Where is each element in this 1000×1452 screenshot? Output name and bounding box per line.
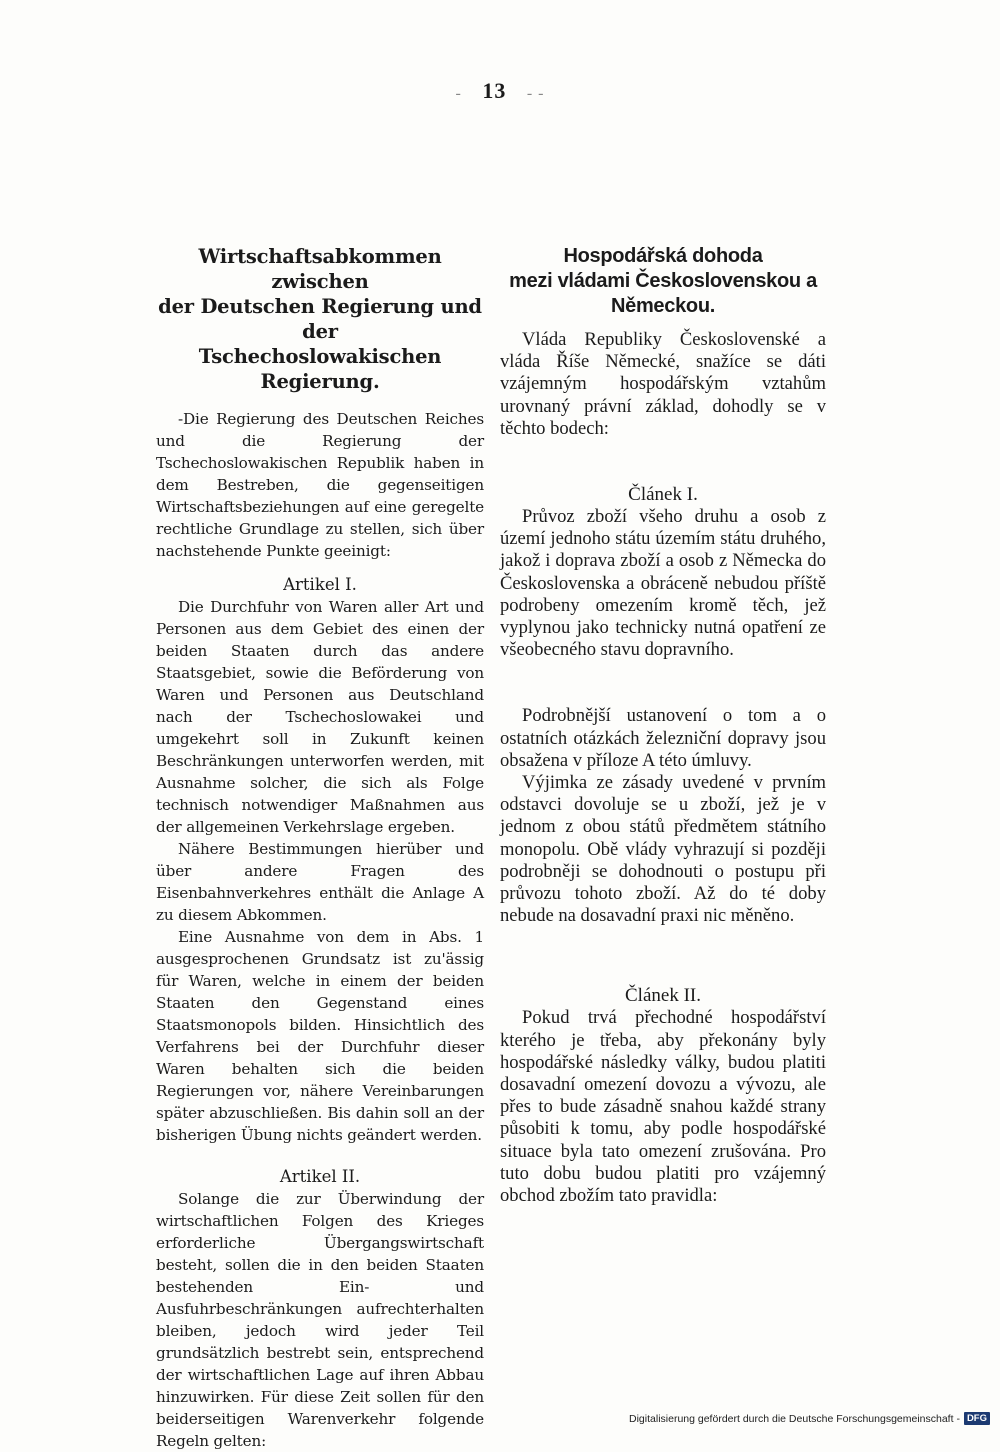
czech-article-2-heading: Článek II. xyxy=(625,985,701,1007)
czech-title xyxy=(500,244,826,319)
german-title-line: der Deutschen Regierung und der xyxy=(158,295,482,343)
german-article-1-paragraph-2: Nähere Bestimmungen hierüber und über andere Fragen des Eisenbahnverkehres enthält die Anlage A zu diesem Abkommen. xyxy=(156,840,484,924)
footer-text: Digitalisierung gefördert durch die Deutsche Forschungsgemeinschaft - xyxy=(629,1412,960,1425)
german-article-2-heading: Artikel II. xyxy=(279,1167,361,1186)
german-title-line: Wirtschaftsabkommen zwischen xyxy=(198,245,442,293)
german-title xyxy=(156,244,484,394)
page-number-value: 13 xyxy=(482,78,507,103)
german-article-2-paragraph-1: Solange die zur Überwindung der wirtschaftlichen Folgen des Krieges erforderliche Übergangswirtschaft besteht, sollen die in den beiden Staaten bestehenden Ein- und Ausfuhrbeschränkungen aufrechterhalten bleiben, jedoch wird jeder Teil grundsätzlich bestrebt sein, entsprechend der wirtschaftlichen Lage auf ihren Abbau hinzuwirken. Für diese Zeit sollen für den beiderseitigen Warenverkehr folgende Regeln gelten: xyxy=(156,1190,484,1450)
page-number-right-mark: - - xyxy=(526,85,545,102)
german-title-line: Tschechoslowakischen Regierung. xyxy=(198,345,442,393)
dfg-logo: DFG xyxy=(964,1412,990,1425)
czech-intro: Vláda Republiky Československé a vláda Říše Německé, snažíce se dáti vzájemným hospodářským vztahům urovnaný právní základ, dohodly se v těchto bodech: xyxy=(500,329,826,439)
german-article-1-paragraph-3: Eine Ausnahme von dem in Abs. 1 ausgesprochenen Grundsatz ist zu'ässig für Waren, welche in einem der beiden Staaten den Gegenstand eines Staatsmonopols bilden. Hinsichtlich des Verfahrens bei der Durchfuhr dieser Waren behalten sich die beiden Regierungen vor, nähere Vereinbarungen später abzuschließen. Bis dahin soll an der bisherigen Übung nichts geändert werden. xyxy=(156,928,484,1144)
page-number-left-mark: - xyxy=(455,85,462,102)
czech-title-line: Německou. xyxy=(610,295,715,317)
german-intro: -Die Regierung des Deutschen Reiches und die Regierung der Tschechoslowakischen Republik haben in dem Bestreben, die gegenseitigen Wirtschaftsbeziehungen auf eine geregelte rechtliche Grundlage zu stellen, sich über nachstehende Punkte geeinigt: xyxy=(156,410,484,560)
digitization-footer xyxy=(629,1412,990,1425)
czech-article-1-paragraph-3: Výjimka ze zásady uvedené v prvním odstavci dovoluje se u zboží, jež je v jednom z obou států předmětem státního monopolu. Obě vlády vyhrazují si později podrobněji se dohodnouti o postupu při průvozu tohoto zboží. Až do té doby nebude na dosavadní praxi nic měněno. xyxy=(500,772,826,927)
czech-title-line: mezi vládami Československou a xyxy=(509,270,817,292)
german-article-1-paragraph-1: Die Durchfuhr von Waren aller Art und Personen aus dem Gebiet des einen der beiden Staaten durch das andere Staatsgebiet, sowie die Beförderung von Waren und Personen aus Deutschland nach der Tschechoslowakei und umgekehrt soll in Zukunft keinen Beschränkungen unterworfen werden, mit Ausnahme solcher, die sich als Folge technisch notwendiger Maßnahmen aus der allgemeinen Verkehrslage ergeben. xyxy=(156,598,484,836)
czech-article-1-heading: Článek I. xyxy=(628,484,698,506)
czech-article-1-paragraph-2: Podrobnější ustanovení o tom a o ostatních otázkách železniční dopravy jsou obsažena v příloze A této úmluvy. xyxy=(500,705,826,771)
czech-title-line: Hospodářská dohoda xyxy=(563,245,763,267)
czech-article-1-paragraph-1: Průvoz zboží všeho druhu a osob z území jednoho státu územím státu druhého, jakož i doprava zboží a osob z Německa do Československa a obráceně nebudou příště podrobeny omezením kromě těch, jež vyplynou jako technicky nutná opatření ze všeobecného stavu dopravního. xyxy=(500,506,826,661)
page-number xyxy=(0,78,1000,104)
czech-article-2-paragraph-1: Pokud trvá přechodné hospodářství kterého je třeba, aby překonány byly hospodářské následky války, budou platiti dosavadní omezení dovozu a vývozu, ale přes to bude zásadně snahou každé strany působiti k tomu, aby podle hospodářské situace byla tato omezení zrušována. Pro tuto dobu budou platiti pro vzájemný obchod zbožím tato pravidla: xyxy=(500,1007,826,1207)
german-column xyxy=(156,244,484,1452)
czech-column xyxy=(500,244,826,1207)
german-article-1-heading: Artikel I. xyxy=(283,575,357,594)
